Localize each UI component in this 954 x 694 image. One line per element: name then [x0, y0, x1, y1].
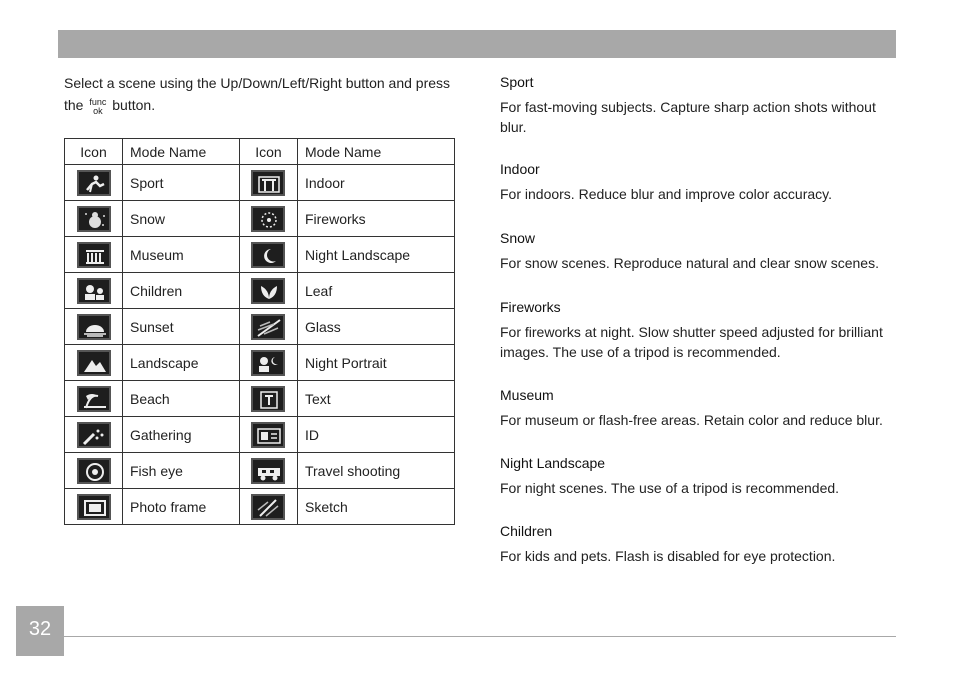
mode-name: Text [297, 381, 454, 417]
scene-section [500, 228, 900, 273]
table-row [65, 273, 455, 309]
photo-frame-icon [77, 494, 111, 520]
scene-section [500, 159, 900, 204]
section-title: Children [500, 523, 553, 539]
section-text: For indoors. Reduce blur and improve color accuracy. [500, 186, 833, 202]
mode-name: Glass [297, 309, 454, 345]
table-header-row [65, 139, 455, 165]
table-row [65, 489, 455, 525]
section-text: For kids and pets. Flash is disabled for eye protection. [500, 548, 836, 564]
icon-cell [239, 381, 297, 417]
icon-cell [65, 273, 123, 309]
scene-section [500, 521, 900, 566]
section-title: Sport [500, 74, 534, 90]
table-row [65, 345, 455, 381]
icon-cell [65, 309, 123, 345]
icon-cell [239, 417, 297, 453]
icon-cell [65, 345, 123, 381]
icon-cell [65, 417, 123, 453]
mode-name: Gathering [123, 417, 240, 453]
section-text: For snow scenes. Reproduce natural and clear snow scenes. [500, 255, 879, 271]
icon-cell [65, 381, 123, 417]
icon-cell [239, 273, 297, 309]
mode-name: Children [123, 273, 240, 309]
table-row [65, 381, 455, 417]
mode-name: Snow [123, 201, 240, 237]
func-label: func [89, 97, 107, 107]
icon-cell [239, 453, 297, 489]
section-title: Museum [500, 387, 554, 403]
scene-descriptions [500, 72, 900, 566]
section-title: Night Landscape [500, 455, 606, 471]
mode-name: Sketch [297, 489, 454, 525]
scene-section [500, 72, 900, 137]
table-row [65, 453, 455, 489]
intro-after: button. [112, 97, 156, 113]
mode-name: Sunset [123, 309, 240, 345]
children-icon [77, 278, 111, 304]
id-icon [251, 422, 285, 448]
header-icon: Icon [239, 139, 297, 165]
mode-name: Landscape [123, 345, 240, 381]
section-text: For night scenes. The use of a tripod is recommended. [500, 480, 840, 496]
mode-name: Museum [123, 237, 240, 273]
mode-name: Fish eye [123, 453, 240, 489]
night-portrait-icon [251, 350, 285, 376]
sport-icon [77, 170, 111, 196]
table-row [65, 417, 455, 453]
table-row [65, 309, 455, 345]
beach-icon [77, 386, 111, 412]
fish-eye-icon [77, 458, 111, 484]
footer-divider [64, 636, 896, 637]
travel-shooting-icon [251, 458, 285, 484]
icon-cell [239, 345, 297, 381]
glass-icon [251, 314, 285, 340]
table-row [65, 237, 455, 273]
ok-label: ok [93, 106, 103, 116]
icon-cell [239, 489, 297, 525]
scene-section [500, 297, 900, 362]
section-title: Snow [500, 230, 536, 246]
icon-cell [239, 237, 297, 273]
icon-cell [65, 201, 123, 237]
icon-cell [65, 237, 123, 273]
scene-mode-table [64, 138, 455, 525]
landscape-icon [77, 350, 111, 376]
sunset-icon [77, 314, 111, 340]
mode-name: Fireworks [297, 201, 454, 237]
table-row [65, 201, 455, 237]
icon-cell [239, 309, 297, 345]
header-bar [58, 30, 896, 58]
mode-name: Beach [123, 381, 240, 417]
fireworks-icon [251, 206, 285, 232]
section-title: Indoor [500, 161, 540, 177]
mode-name: Sport [123, 165, 240, 201]
table-row [65, 165, 455, 201]
section-text: For museum or flash-free areas. Retain color and reduce blur. [500, 412, 883, 428]
section-text: For fireworks at night. Slow shutter speed adjusted for brilliant images. The use of a tripod is recommended. [500, 324, 883, 360]
snow-icon [77, 206, 111, 232]
gathering-icon [77, 422, 111, 448]
icon-cell [65, 453, 123, 489]
mode-name: Night Portrait [297, 345, 454, 381]
header-icon: Icon [65, 139, 123, 165]
scene-section [500, 385, 900, 430]
indoor-icon [251, 170, 285, 196]
night-landscape-icon [251, 242, 285, 268]
icon-cell [65, 489, 123, 525]
mode-name: ID [297, 417, 454, 453]
header-mode-name: Mode Name [123, 139, 240, 165]
section-text: For fast-moving subjects. Capture sharp action shots without blur. [500, 99, 876, 135]
mode-name: Photo frame [123, 489, 240, 525]
scene-section [500, 453, 900, 498]
intro-text [64, 72, 464, 116]
icon-cell [239, 201, 297, 237]
intro-before: Select a scene using the Up/Down/Left/Right button and press the [64, 75, 451, 113]
mode-name: Night Landscape [297, 237, 454, 273]
icon-cell [65, 165, 123, 201]
mode-name: Travel shooting [297, 453, 454, 489]
sketch-icon [251, 494, 285, 520]
func-ok-button-icon [89, 98, 106, 116]
text-icon [251, 386, 285, 412]
museum-icon [77, 242, 111, 268]
leaf-icon [251, 278, 285, 304]
mode-name: Leaf [297, 273, 454, 309]
section-title: Fireworks [500, 299, 561, 315]
header-mode-name: Mode Name [297, 139, 454, 165]
page-number: 32 [16, 606, 64, 656]
icon-cell [239, 165, 297, 201]
mode-name: Indoor [297, 165, 454, 201]
